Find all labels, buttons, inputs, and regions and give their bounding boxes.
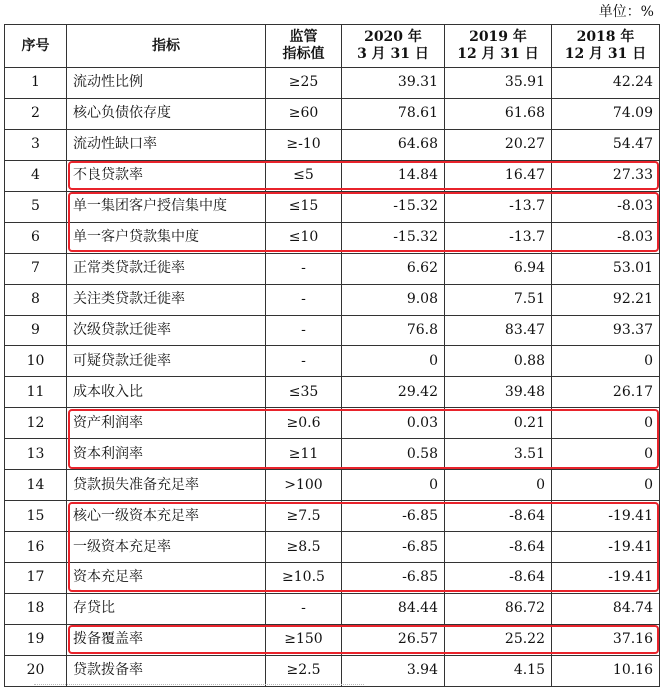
table-row (5, 346, 660, 377)
header-2019 (445, 25, 552, 68)
cell-2018: 27.33 (552, 160, 660, 191)
cell-threshold: ≥10.5 (266, 563, 342, 594)
cell-2019: 0.21 (445, 408, 552, 439)
cell-2020: -15.32 (342, 191, 445, 222)
cell-seq: 17 (5, 563, 67, 594)
cell-indicator: 贷款损失准备充足率 (67, 470, 266, 501)
cell-2019: 39.48 (445, 377, 552, 408)
cell-seq: 3 (5, 129, 67, 160)
cell-2019: 20.27 (445, 129, 552, 160)
cell-2019: 25.22 (445, 624, 552, 655)
cell-seq: 10 (5, 346, 67, 377)
cell-2018: 93.37 (552, 315, 660, 346)
cell-threshold: ≥11 (266, 439, 342, 470)
table-body (5, 68, 660, 687)
cell-threshold: ≥150 (266, 624, 342, 655)
table-row (5, 315, 660, 346)
cell-2018: 0 (552, 346, 660, 377)
cell-seq: 6 (5, 222, 67, 253)
cell-threshold: ≥60 (266, 98, 342, 129)
cell-2020: 78.61 (342, 98, 445, 129)
cell-2020: 14.84 (342, 160, 445, 191)
cell-2019: 0 (445, 470, 552, 501)
cell-2018: -19.41 (552, 501, 660, 532)
table-row (5, 501, 660, 532)
cell-seq: 18 (5, 593, 67, 624)
cell-indicator: 资本充足率 (67, 563, 266, 594)
cell-threshold: ≥-10 (266, 129, 342, 160)
cell-2019: 4.15 (445, 655, 552, 686)
cell-indicator: 核心一级资本充足率 (67, 501, 266, 532)
cell-indicator: 存贷比 (67, 593, 266, 624)
cell-indicator: 拨备覆盖率 (67, 624, 266, 655)
cell-2020: 64.68 (342, 129, 445, 160)
table-row (5, 284, 660, 315)
cell-2018: -8.03 (552, 222, 660, 253)
cell-2018: 92.21 (552, 284, 660, 315)
cell-seq: 9 (5, 315, 67, 346)
cell-seq: 8 (5, 284, 67, 315)
cell-2019: -8.64 (445, 532, 552, 563)
cell-2020: 0 (342, 470, 445, 501)
cell-indicator: 单一集团客户授信集中度 (67, 191, 266, 222)
table-row (5, 191, 660, 222)
cell-threshold: ≤15 (266, 191, 342, 222)
cell-2020: 3.94 (342, 655, 445, 686)
cell-2018: 0 (552, 470, 660, 501)
cell-2019: 7.51 (445, 284, 552, 315)
table-row (5, 470, 660, 501)
cell-2018: 10.16 (552, 655, 660, 686)
cell-2020: 9.08 (342, 284, 445, 315)
cell-2019: -8.64 (445, 563, 552, 594)
cropped-footnote (34, 684, 364, 690)
cell-2020: 6.62 (342, 253, 445, 284)
cell-2020: 39.31 (342, 68, 445, 99)
cell-2020: -6.85 (342, 501, 445, 532)
cell-indicator: 一级资本充足率 (67, 532, 266, 563)
cell-2018: 0 (552, 408, 660, 439)
header-threshold-line1: 监管 (289, 29, 318, 45)
cell-2020: 0 (342, 346, 445, 377)
cell-seq: 19 (5, 624, 67, 655)
table-row (5, 98, 660, 129)
cell-indicator: 次级贷款迁徙率 (67, 315, 266, 346)
header-2018-line2: 12 月 31 日 (564, 46, 647, 62)
regulatory-indicators-table (4, 24, 660, 687)
header-2020-line1: 2020 年 (364, 29, 422, 45)
table-row (5, 408, 660, 439)
cell-seq: 5 (5, 191, 67, 222)
cell-threshold: ≤5 (266, 160, 342, 191)
cell-indicator: 核心负债依存度 (67, 98, 266, 129)
header-seq: 序号 (5, 25, 67, 68)
cell-seq: 14 (5, 470, 67, 501)
cell-2019: -13.7 (445, 222, 552, 253)
cell-2020: 0.03 (342, 408, 445, 439)
cell-threshold: ≥25 (266, 68, 342, 99)
cell-2019: 83.47 (445, 315, 552, 346)
header-indicator: 指标 (67, 25, 266, 68)
cell-2020: 84.44 (342, 593, 445, 624)
header-2019-line1: 2019 年 (469, 29, 527, 45)
cell-2018: -8.03 (552, 191, 660, 222)
cell-threshold: ≥2.5 (266, 655, 342, 686)
cell-2019: 6.94 (445, 253, 552, 284)
table-row (5, 655, 660, 686)
cell-2020: -15.32 (342, 222, 445, 253)
header-2020-line2: 3 月 31 日 (357, 46, 429, 62)
cell-seq: 12 (5, 408, 67, 439)
cell-2019: -8.64 (445, 501, 552, 532)
cell-2018: -19.41 (552, 563, 660, 594)
header-2020 (342, 25, 445, 68)
cell-2019: 0.88 (445, 346, 552, 377)
cell-2018: 0 (552, 439, 660, 470)
cell-2018: 26.17 (552, 377, 660, 408)
cell-2018: 84.74 (552, 593, 660, 624)
cell-2020: -6.85 (342, 532, 445, 563)
cell-threshold: - (266, 253, 342, 284)
header-threshold (266, 25, 342, 68)
table-header-row (5, 25, 660, 68)
cell-seq: 1 (5, 68, 67, 99)
table-row (5, 160, 660, 191)
cell-indicator: 流动性比例 (67, 68, 266, 99)
cell-threshold: ≤35 (266, 377, 342, 408)
header-2018 (552, 25, 660, 68)
cell-threshold: ≥0.6 (266, 408, 342, 439)
cell-2020: -6.85 (342, 563, 445, 594)
cell-seq: 15 (5, 501, 67, 532)
cell-threshold: ≥7.5 (266, 501, 342, 532)
cell-seq: 4 (5, 160, 67, 191)
header-2018-line1: 2018 年 (576, 29, 635, 45)
cell-2018: 74.09 (552, 98, 660, 129)
table-row (5, 439, 660, 470)
table-row (5, 377, 660, 408)
table-row (5, 129, 660, 160)
cell-2018: 53.01 (552, 253, 660, 284)
cell-2019: 3.51 (445, 439, 552, 470)
cell-indicator: 不良贷款率 (67, 160, 266, 191)
cell-indicator: 流动性缺口率 (67, 129, 266, 160)
cell-seq: 20 (5, 655, 67, 686)
cell-threshold: ≤10 (266, 222, 342, 253)
cell-2020: 0.58 (342, 439, 445, 470)
cell-seq: 16 (5, 532, 67, 563)
cell-indicator: 贷款拨备率 (67, 655, 266, 686)
cell-indicator: 资本利润率 (67, 439, 266, 470)
cell-seq: 13 (5, 439, 67, 470)
cell-indicator: 正常类贷款迁徙率 (67, 253, 266, 284)
cell-2019: 86.72 (445, 593, 552, 624)
cell-2019: 16.47 (445, 160, 552, 191)
cell-2019: 35.91 (445, 68, 552, 99)
cell-2020: 76.8 (342, 315, 445, 346)
cell-2018: 42.24 (552, 68, 660, 99)
cell-threshold: ≥8.5 (266, 532, 342, 563)
cell-indicator: 单一客户贷款集中度 (67, 222, 266, 253)
cell-threshold: - (266, 284, 342, 315)
table-row (5, 532, 660, 563)
cell-2019: 61.68 (445, 98, 552, 129)
unit-label: 单位：% (598, 4, 654, 20)
header-2019-line2: 12 月 31 日 (457, 46, 539, 62)
cell-threshold: - (266, 346, 342, 377)
table-row (5, 624, 660, 655)
table-row (5, 68, 660, 99)
cell-seq: 2 (5, 98, 67, 129)
cell-seq: 11 (5, 377, 67, 408)
table-row (5, 593, 660, 624)
cell-threshold: - (266, 593, 342, 624)
cell-indicator: 资产利润率 (67, 408, 266, 439)
cell-2018: 37.16 (552, 624, 660, 655)
cell-2020: 26.57 (342, 624, 445, 655)
cell-2020: 29.42 (342, 377, 445, 408)
table-row (5, 563, 660, 594)
table-row (5, 222, 660, 253)
cell-2018: 54.47 (552, 129, 660, 160)
header-threshold-line2: 指标值 (282, 46, 325, 62)
table-row (5, 253, 660, 284)
cell-2019: -13.7 (445, 191, 552, 222)
cell-2018: -19.41 (552, 532, 660, 563)
cell-seq: 7 (5, 253, 67, 284)
cell-threshold: - (266, 315, 342, 346)
cell-indicator: 关注类贷款迁徙率 (67, 284, 266, 315)
cell-threshold: >100 (266, 470, 342, 501)
cell-indicator: 成本收入比 (67, 377, 266, 408)
cell-indicator: 可疑贷款迁徙率 (67, 346, 266, 377)
